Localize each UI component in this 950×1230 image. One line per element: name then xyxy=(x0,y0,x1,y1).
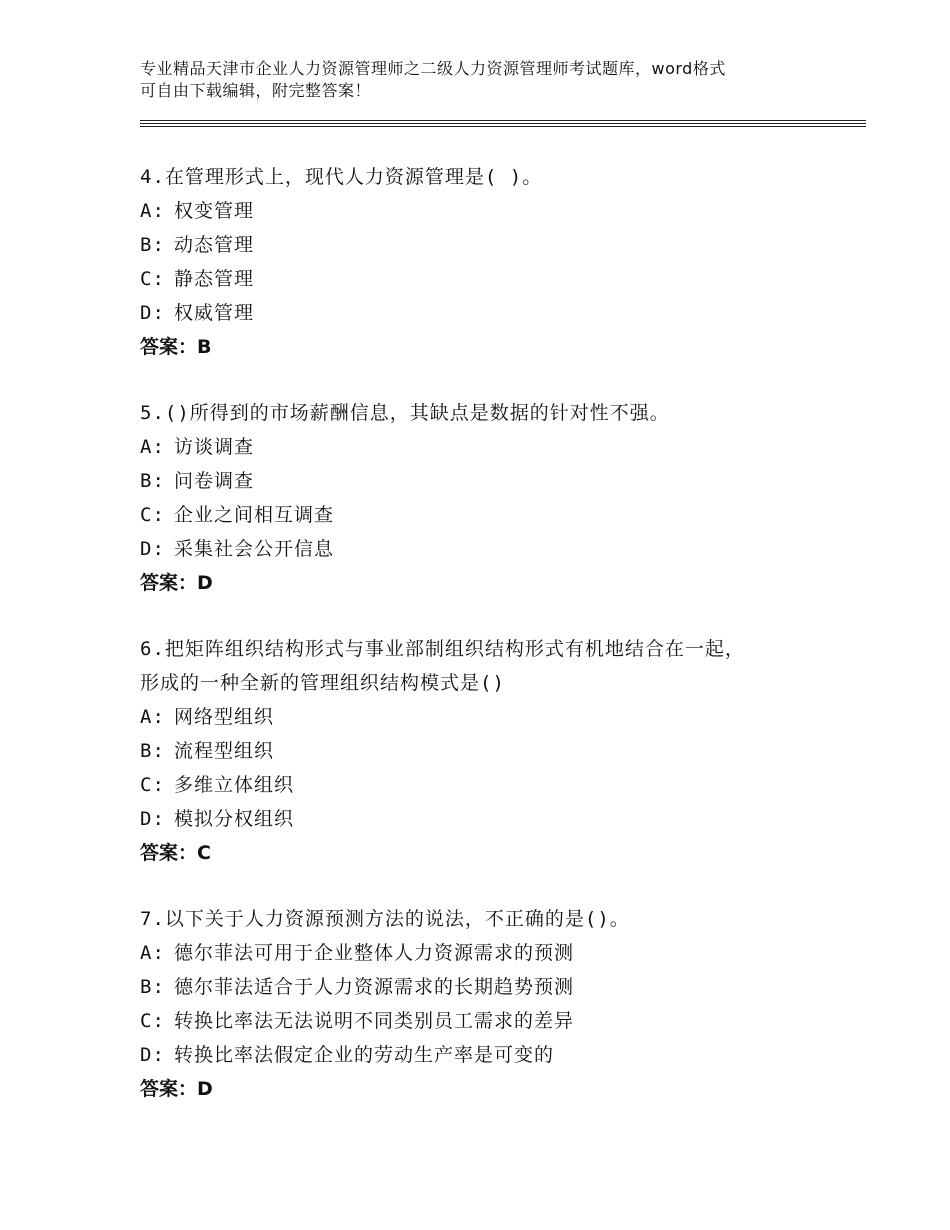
option-key: A: xyxy=(140,436,165,458)
option-text: 德尔菲法可用于企业整体人力资源需求的预测 xyxy=(174,942,575,964)
option-key: D: xyxy=(140,1044,165,1066)
option-c xyxy=(140,1004,860,1038)
option-d xyxy=(140,1038,860,1072)
option-text: 静态管理 xyxy=(174,268,255,290)
option-key: B: xyxy=(140,234,165,256)
header-divider-bottom xyxy=(140,126,866,127)
question-stem: 7.以下关于人力资源预测方法的说法，不正确的是()。 xyxy=(140,908,630,930)
option-c xyxy=(140,768,860,802)
question-stem: 4.在管理形式上，现代人力资源管理是( )。 xyxy=(140,166,543,188)
question-list xyxy=(140,160,860,1138)
option-key: C: xyxy=(140,774,165,796)
answer-label: 答案：D xyxy=(140,1078,213,1100)
question-stem: 5.()所得到的市场薪酬信息，其缺点是数据的针对性不强。 xyxy=(140,402,670,424)
header-line-1: 专业精品天津市企业人力资源管理师之二级人力资源管理师考试题库，word格式 xyxy=(140,59,726,78)
question-5 xyxy=(140,396,860,600)
option-text: 模拟分权组织 xyxy=(174,808,295,830)
option-text: 德尔菲法适合于人力资源需求的长期趋势预测 xyxy=(174,976,575,998)
question-stem: 6.把矩阵组织结构形式与事业部制组织结构形式有机地结合在一起， xyxy=(140,638,745,660)
option-d xyxy=(140,296,860,330)
option-key: A: xyxy=(140,942,165,964)
answer-label: 答案：B xyxy=(140,336,212,358)
question-6 xyxy=(140,632,860,870)
question-4 xyxy=(140,160,860,364)
document-header xyxy=(140,58,840,102)
option-text: 多维立体组织 xyxy=(174,774,295,796)
header-line-2: 可自由下载编辑，附完整答案！ xyxy=(140,81,372,100)
option-text: 流程型组织 xyxy=(174,740,275,762)
option-key: B: xyxy=(140,976,165,998)
answer-label: 答案：D xyxy=(140,572,213,594)
option-d xyxy=(140,802,860,836)
option-key: C: xyxy=(140,1010,165,1032)
option-text: 采集社会公开信息 xyxy=(174,538,335,560)
option-b xyxy=(140,228,860,262)
option-b xyxy=(140,970,860,1004)
option-key: A: xyxy=(140,706,165,728)
question-stem-continued: 形成的一种全新的管理组织结构模式是() xyxy=(140,672,505,694)
option-key: C: xyxy=(140,504,165,526)
header-divider-middle xyxy=(140,123,866,124)
option-key: B: xyxy=(140,740,165,762)
option-key: A: xyxy=(140,200,165,222)
option-d xyxy=(140,532,860,566)
option-a xyxy=(140,700,860,734)
option-text: 转换比率法假定企业的劳动生产率是可变的 xyxy=(174,1044,555,1066)
option-c xyxy=(140,262,860,296)
option-text: 权变管理 xyxy=(174,200,255,222)
option-b xyxy=(140,734,860,768)
option-text: 企业之间相互调查 xyxy=(174,504,335,526)
question-7 xyxy=(140,902,860,1106)
option-a xyxy=(140,936,860,970)
option-b xyxy=(140,464,860,498)
option-text: 问卷调查 xyxy=(174,470,255,492)
option-key: B: xyxy=(140,470,165,492)
answer-label: 答案：C xyxy=(140,842,211,864)
option-a xyxy=(140,430,860,464)
option-text: 网络型组织 xyxy=(174,706,275,728)
option-text: 转换比率法无法说明不同类别员工需求的差异 xyxy=(174,1010,575,1032)
option-key: D: xyxy=(140,302,165,324)
option-key: C: xyxy=(140,268,165,290)
option-a xyxy=(140,194,860,228)
option-text: 访谈调查 xyxy=(174,436,255,458)
header-divider-top xyxy=(140,120,866,121)
option-c xyxy=(140,498,860,532)
option-text: 权威管理 xyxy=(174,302,255,324)
option-key: D: xyxy=(140,538,165,560)
option-text: 动态管理 xyxy=(174,234,255,256)
option-key: D: xyxy=(140,808,165,830)
